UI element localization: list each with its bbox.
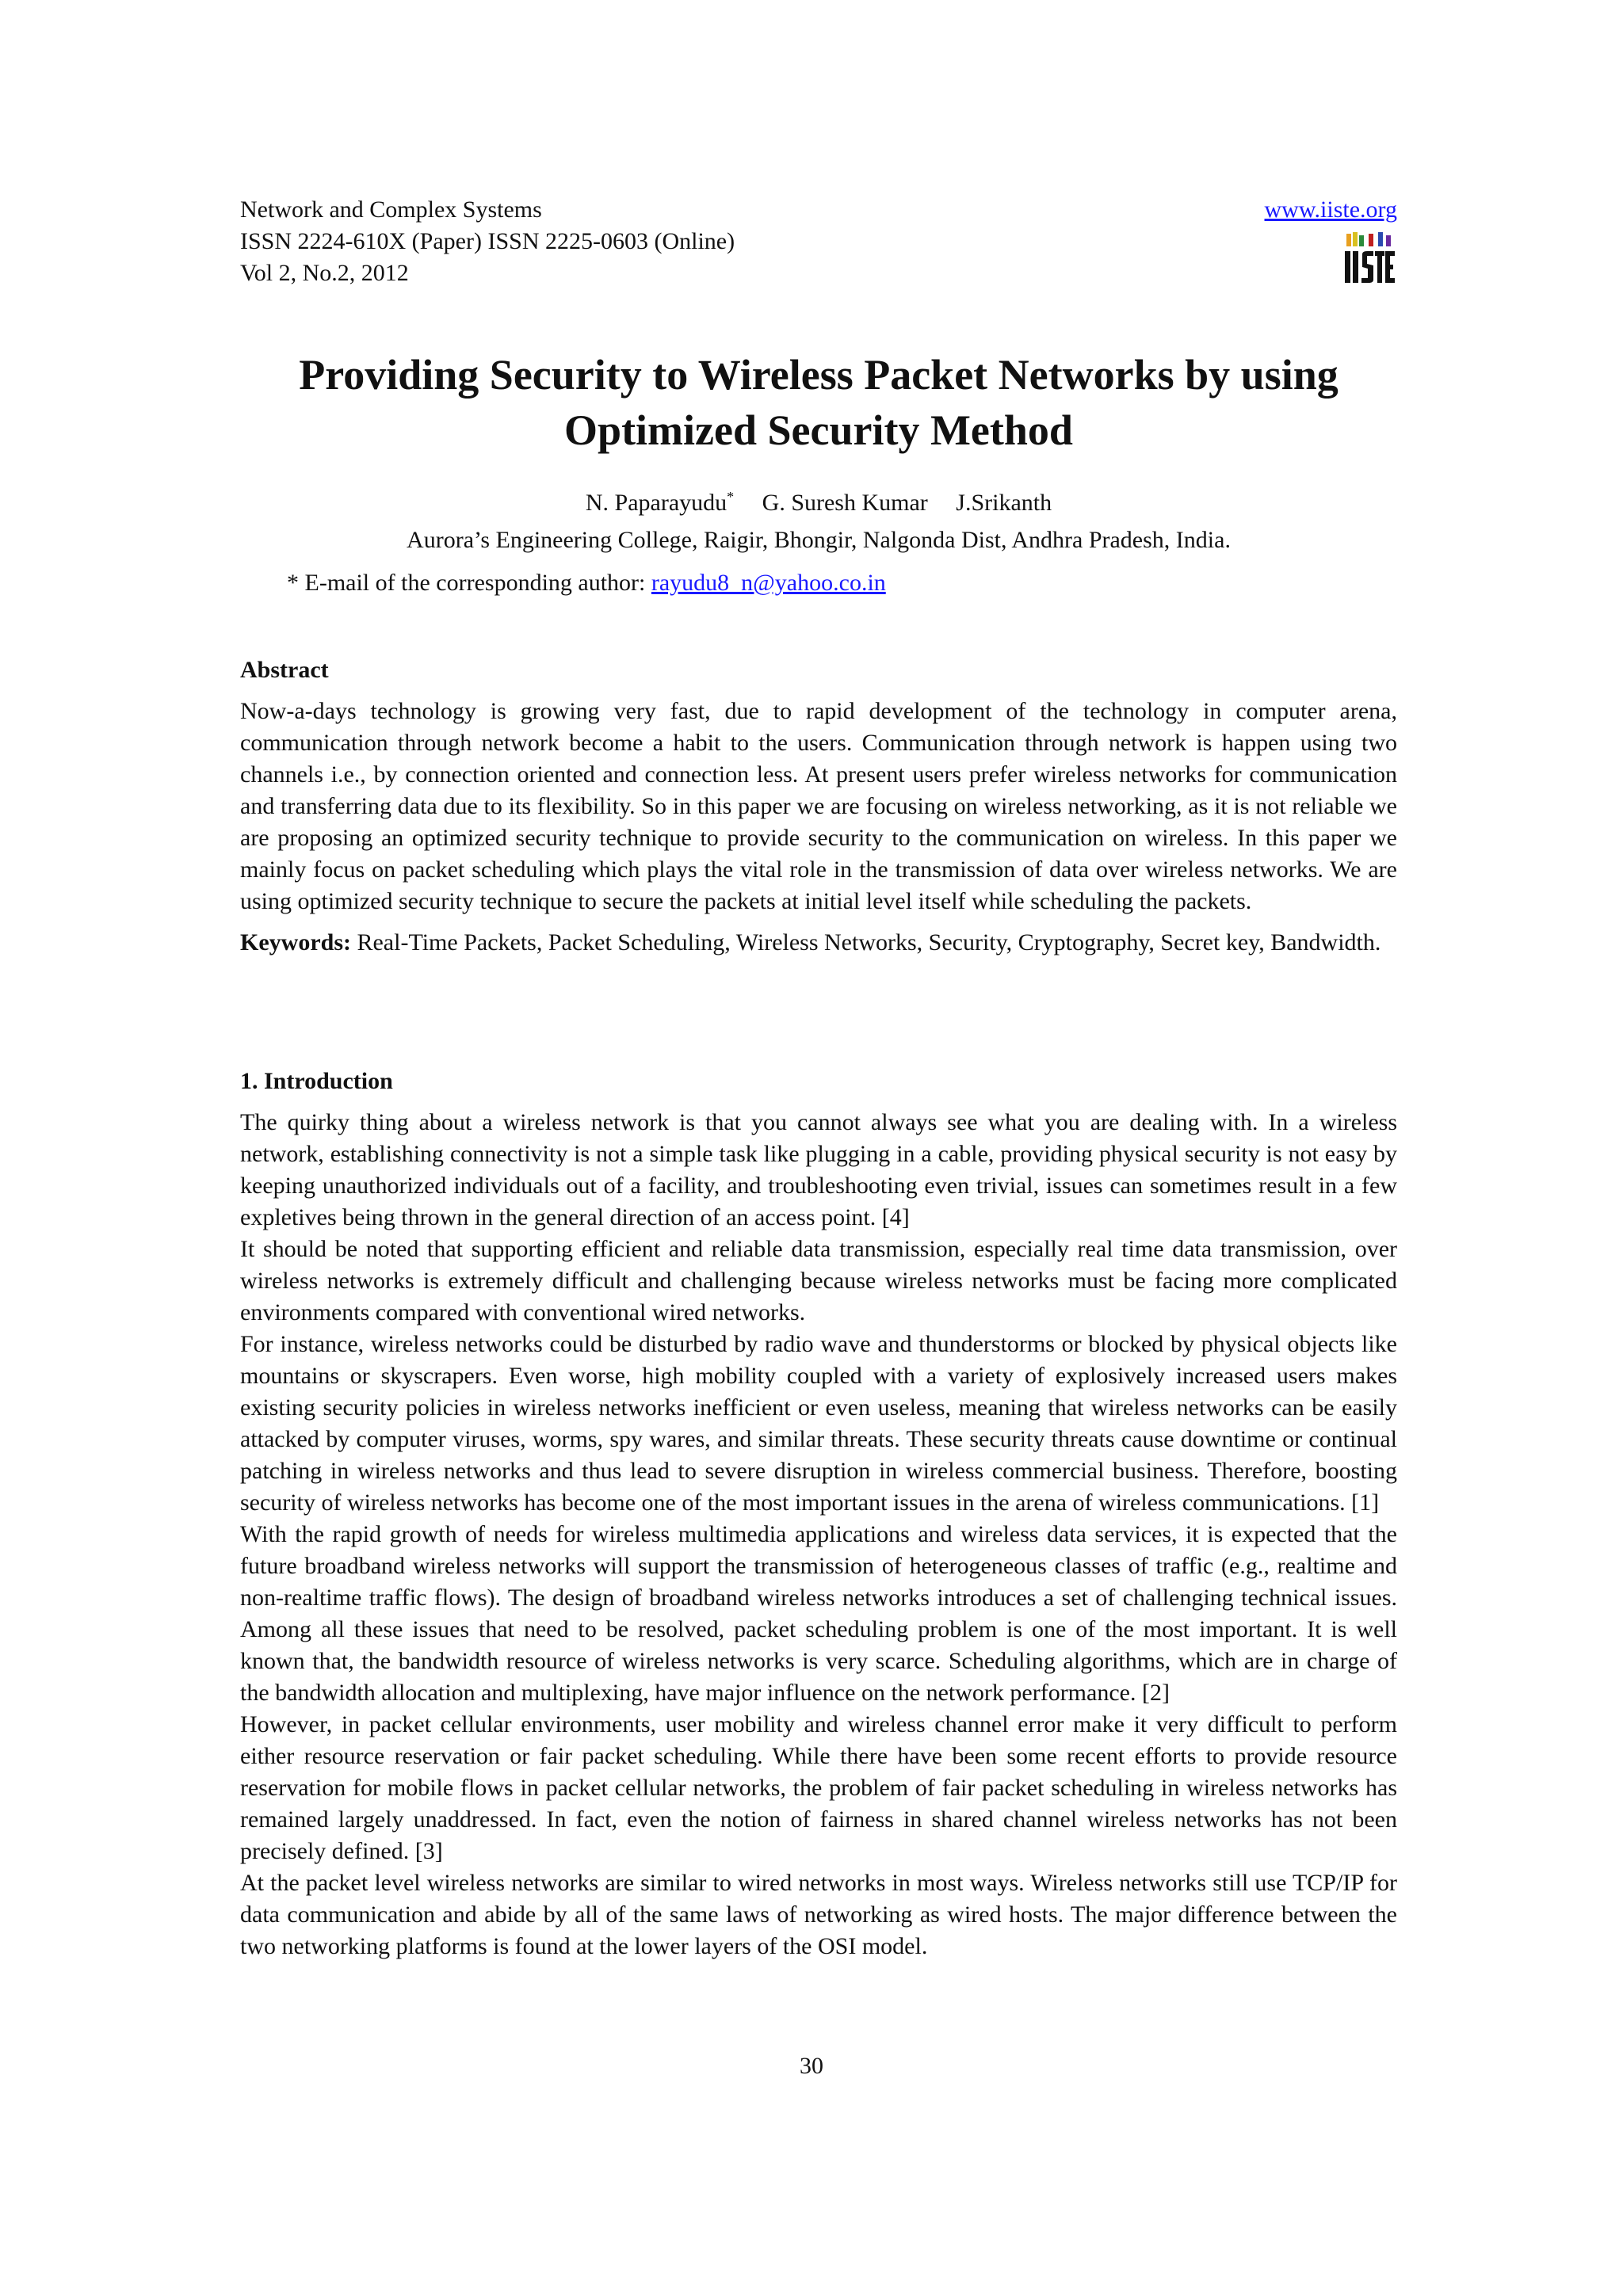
keywords-text: Real-Time Packets, Packet Scheduling, Wireless Networks, Security, Cryptography, Secret key, Bandwidth.	[350, 929, 1381, 955]
keywords	[240, 927, 1397, 959]
introduction-section	[240, 1066, 1397, 1962]
intro-paragraph-2: It should be noted that supporting efficient and reliable data transmission, especially real time data transmission, over wireless networks is extremely difficult and challenging because wireless networks must be facing more complicated environments compared with conventional wired networks.	[240, 1236, 1397, 1325]
intro-paragraph-6: At the packet level wireless networks are similar to wired networks in most ways. Wireless networks still use TCP/IP for data communication and abide by all of the same laws of networking as wired hosts. The major difference between the two networking platforms is found at the lower layers of the OSI model.	[240, 1870, 1397, 1959]
journal-header	[240, 194, 1397, 289]
intro-paragraph-3: For instance, wireless networks could be disturbed by radio wave and thunderstorms or blocked by physical objects like mountains or skyscrapers. Even worse, high mobility coupled with a variety of explosively increased users makes existing security policies in wireless networks inefficient or even useless, meaning that wireless networks can be easily attacked by computer viruses, worms, spy wares, and similar threats. These security threats cause downtime or continual patching in wireless networks and thus lead to severe disruption in wireless commercial business. Therefore, boosting security of wireless networks has become one of the most important issues in the arena of wireless communications. [1]	[240, 1331, 1397, 1516]
corresponding-email-line	[287, 566, 886, 601]
page-number: 30	[800, 2053, 823, 2079]
abstract-text: Now-a-days technology is growing very fast, due to rapid development of the technology in computer arena, communication through network become a habit to the users. Communication through network is happen using two channels i.e., by connection oriented and connection less. At present users prefer wireless networks for communication and transferring data due to its flexibility. So in this paper we are focusing on wireless networking, as it is not reliable we are proposing an optimized security technique to provide security to the communication on wireless. In this paper we mainly focus on packet scheduling which plays the vital role in the transmission of data over wireless networks. We are using optimized security technique to secure the packets at initial level itself while scheduling the packets.	[240, 698, 1397, 914]
author-1-name: N. Paparayudu	[585, 490, 727, 516]
abstract-section	[240, 654, 1397, 959]
title-line-1: Providing Security to Wireless Packet Networks by using	[299, 351, 1338, 399]
intro-paragraph-1: The quirky thing about a wireless network is that you cannot always see what you are dealing with. In a wireless network, establishing connectivity is not a simple task like plugging in a cable, providing physical security is not easy by keeping unauthorized individuals out of a facility, and troubleshooting even trivial, issues can sometimes result in a few expletives being thrown in the general direction of an access point. [4]	[240, 1109, 1397, 1230]
author-list	[240, 479, 1397, 521]
author-2: G. Suresh Kumar	[762, 490, 928, 516]
site-link[interactable]: www.iiste.org	[1264, 196, 1397, 223]
iiste-logo-icon	[1342, 231, 1397, 286]
intro-paragraph-4: With the rapid growth of needs for wireless multimedia applications and wireless data services, it is expected that the future broadband wireless networks will support the transmission of heterogeneous classes of traffic (e.g., realtime and non-realtime traffic flows). The design of broadband wireless networks introduces a set of challenging technical issues. Among all these issues that need to be resolved, packet scheduling problem is one of the most important. It is well known that, the bandwidth resource of wireless networks is very scarce. Scheduling algorithms, which are in charge of the bandwidth allocation and multiplexing, have major influence on the network performance. [2]	[240, 1521, 1397, 1706]
corresponding-mark: *	[727, 489, 735, 505]
email-label: * E-mail of the corresponding author:	[287, 570, 651, 596]
author-3: J.Srikanth	[956, 490, 1052, 516]
paper-title	[240, 347, 1397, 458]
journal-volume: Vol 2, No.2, 2012	[240, 260, 409, 286]
author-1	[586, 490, 734, 516]
affiliation: Aurora’s Engineering College, Raigir, Bhongir, Nalgonda Dist, Andhra Pradesh, India.	[407, 527, 1231, 553]
introduction-heading: 1. Introduction	[240, 1068, 393, 1094]
journal-issn: ISSN 2224-610X (Paper) ISSN 2225-0603 (Online)	[240, 228, 735, 254]
journal-info	[240, 194, 735, 289]
journal-name: Network and Complex Systems	[240, 196, 542, 223]
abstract-heading: Abstract	[240, 657, 329, 683]
intro-paragraph-5: However, in packet cellular environments, user mobility and wireless channel error make it very difficult to perform either resource reservation or fair packet scheduling. While there have been some recent efforts to provide resource reservation for mobile flows in packet cellular networks, the problem of fair packet scheduling in wireless networks has remained largely unaddressed. In fact, even the notion of fairness in shared channel wireless networks has not been precisely defined. [3]	[240, 1711, 1397, 1864]
journal-site	[1265, 194, 1398, 286]
title-line-2: Optimized Security Method	[564, 406, 1073, 454]
email-link[interactable]: rayudu8_n@yahoo.co.in	[651, 570, 886, 596]
keywords-label: Keywords:	[240, 929, 351, 955]
